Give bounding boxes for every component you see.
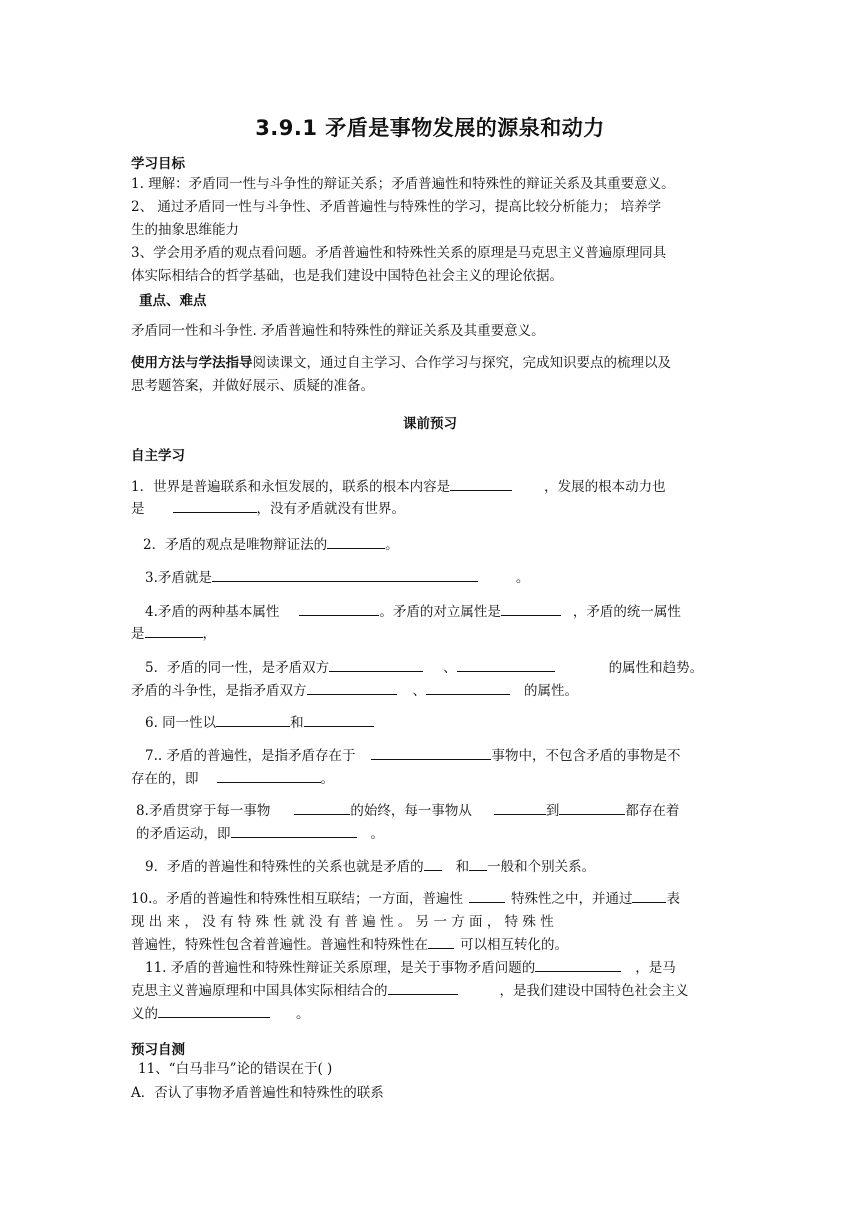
method-label: 使用方法与学法指导 <box>131 355 253 371</box>
q6-text-a: 6. 同一性以 <box>145 715 217 731</box>
q8-blank-4[interactable] <box>231 823 357 838</box>
question-10-line-3 <box>131 934 568 956</box>
q10-text-f: 可以相互转化的。 <box>460 937 568 953</box>
q4-text-c: ，矛盾的统一属性 <box>572 604 681 620</box>
q8-text-b: 的始终，每一事物从 <box>350 803 472 819</box>
q5-blank-4[interactable] <box>426 680 510 695</box>
key-points-heading: 重点、难点 <box>139 293 207 309</box>
question-6 <box>145 712 374 734</box>
q5-text-d: 矛盾的斗争性，是指矛盾双方 <box>131 683 307 699</box>
question-2 <box>143 534 399 556</box>
question-3 <box>145 567 529 589</box>
q4-text-d: 是 <box>131 626 145 642</box>
question-11-line-3 <box>131 1003 310 1025</box>
q1-text-b: ，发展的根本动力也 <box>544 479 666 495</box>
q8-text-f: 。 <box>370 826 384 842</box>
objective-line-1: 1. 理解：矛盾同一性与斗争性的辩证关系；矛盾普遍性和特殊性的辩证关系及其重要意义。 <box>131 176 675 192</box>
q1-blank-2[interactable] <box>173 498 257 513</box>
q8-blank-3[interactable] <box>559 800 625 815</box>
question-8-line-1 <box>136 800 679 822</box>
q9-text-b: 和 <box>455 859 470 875</box>
q6-text-b: 和 <box>290 715 304 731</box>
q7-text-b: 事物中，不包含矛盾的事物是不 <box>491 748 681 764</box>
q4-blank-1[interactable] <box>299 601 379 616</box>
key-points-text: 矛盾同一性和斗争性. 矛盾普遍性和特殊性的辩证关系及其重要意义。 <box>131 323 545 339</box>
q11-text-f: 。 <box>296 1006 310 1022</box>
method-text-1: 阅读课文，通过自主学习、合作学习与探究，完成知识要点的梳理以及 <box>252 355 671 371</box>
q1-blank-1[interactable] <box>450 476 512 491</box>
q5-blank-3[interactable] <box>307 680 397 695</box>
q7-blank-1[interactable] <box>371 745 491 760</box>
q8-text-a: 8.矛盾贯穿于每一事物 <box>136 803 271 819</box>
question-11-line-2 <box>131 980 689 1002</box>
q3-text-a: 3.矛盾就是 <box>145 570 212 586</box>
q1-text-a: 1．世界是普遍联系和永恒发展的，联系的根本内容是 <box>131 479 451 495</box>
q9-text-a: 9．矛盾的普遍性和特殊性的关系也就是矛盾的 <box>145 859 424 875</box>
page-title: 3.9.1 矛盾是事物发展的源泉和动力 <box>255 116 605 140</box>
q5-blank-2[interactable] <box>457 657 555 672</box>
q4-text-b: 。矛盾的对立属性是 <box>379 604 501 620</box>
preview-heading: 课前预习 <box>403 416 457 432</box>
question-4-line-2 <box>131 623 216 645</box>
q11-text-c: 克思主义普遍原理和中国具体实际相结合的 <box>131 983 388 999</box>
q7-text-c: 存在的，即 <box>131 771 199 787</box>
q8-text-d: 都存在着 <box>625 803 680 819</box>
question-8-line-2 <box>136 823 384 845</box>
q7-text-a: 7.. 矛盾的普遍性，是指矛盾存在于 <box>145 748 356 764</box>
q9-blank-2[interactable] <box>469 856 487 871</box>
q1-text-d: ，没有矛盾就没有世界。 <box>256 501 405 517</box>
q5-blank-1[interactable] <box>329 657 423 672</box>
objective-line-3: 生的抽象思维能力 <box>131 222 239 238</box>
q8-text-e: 的矛盾运动，即 <box>136 826 231 842</box>
self-study-heading: 自主学习 <box>131 448 185 464</box>
q6-blank-2[interactable] <box>304 712 374 727</box>
q4-text-a: 4.矛盾的两种基本属性 <box>145 604 280 620</box>
objective-line-4: 3、学会用矛盾的观点看问题。矛盾普遍性和特殊性关系的原理是马克思主义普遍原理同具 <box>131 245 667 261</box>
q6-blank-1[interactable] <box>216 712 290 727</box>
q2-blank[interactable] <box>327 534 385 549</box>
question-4-line-1 <box>145 601 681 623</box>
q11-blank-3[interactable] <box>158 1003 270 1018</box>
method-line-1 <box>131 352 671 374</box>
q10-blank-1[interactable] <box>469 888 505 903</box>
q4-blank-2[interactable] <box>501 601 561 616</box>
q10-blank-2[interactable] <box>632 888 666 903</box>
q9-text-c: 一般和个别关系。 <box>487 859 596 875</box>
objective-line-2: 2、 通过矛盾同一性与斗争性、矛盾普遍性与特殊性的学习，提高比较分析能力； 培养学 <box>131 199 662 215</box>
q10-text-a: 10.。矛盾的普遍性和特殊性相互联结；一方面，普遍性 <box>131 891 463 907</box>
q8-text-c: 到 <box>545 803 560 819</box>
q10-text-e: 普遍性，特殊性包含着普遍性。普遍性和特殊性在 <box>131 937 428 953</box>
question-10-line-2: 现 出 来 ， 没 有 特 殊 性 就 没 有 普 遍 性 。 另 一 方 面 ， 特 殊 性 <box>131 914 554 930</box>
q8-blank-1[interactable] <box>294 800 350 815</box>
q11-blank-2[interactable] <box>388 980 458 995</box>
method-line-2: 思考题答案，并做好展示、质疑的准备。 <box>131 378 374 394</box>
question-9 <box>145 856 595 878</box>
q11-blank-1[interactable] <box>535 957 621 972</box>
self-test-option-a[interactable]: A．否认了事物矛盾普遍性和特殊性的联系 <box>131 1085 384 1101</box>
q5-text-b: 、 <box>443 660 457 676</box>
q4-text-e: ， <box>202 626 216 642</box>
q3-blank[interactable] <box>212 567 478 582</box>
q9-blank-1[interactable] <box>424 856 442 871</box>
q7-blank-2[interactable] <box>217 768 321 783</box>
q5-text-e: 、 <box>412 683 426 699</box>
q5-text-c: 的属性和趋势。 <box>608 660 704 676</box>
q11-text-b: ，是马 <box>635 960 676 976</box>
q2-text-a: 2．矛盾的观点是唯物辩证法的 <box>143 537 328 553</box>
q5-text-a: 5．矛盾的同一性，是矛盾双方 <box>145 660 330 676</box>
question-5-line-1 <box>145 657 703 679</box>
q3-text-b: 。 <box>515 570 530 586</box>
q10-text-b: 特殊性之中，并通过 <box>510 891 633 907</box>
q1-text-c: 是 <box>131 501 145 517</box>
q11-text-d: ，是我们建设中国特色社会主义 <box>499 983 689 999</box>
question-11-line-1 <box>145 957 676 979</box>
q11-text-e: 义的 <box>131 1006 158 1022</box>
question-1-line-1 <box>131 476 666 498</box>
objective-line-5: 体实际相结合的哲学基础，也是我们建设中国特色社会主义的理论依据。 <box>131 268 563 284</box>
question-10-line-1 <box>131 888 680 910</box>
objectives-heading: 学习目标 <box>131 156 185 172</box>
q2-text-b: 。 <box>385 537 399 553</box>
question-7-line-1 <box>145 745 680 767</box>
question-7-line-2 <box>131 768 334 790</box>
q10-blank-3[interactable] <box>428 934 454 949</box>
q11-text-a: 11. 矛盾的普遍性和特殊性辩证关系原理，是关于事物矛盾问题的 <box>145 960 536 976</box>
question-1-line-2 <box>131 498 405 520</box>
self-test-question: 11、“白马非马”论的错误在于( ) <box>138 1061 333 1077</box>
question-5-line-2 <box>131 680 578 702</box>
q8-blank-2[interactable] <box>494 800 546 815</box>
q5-text-f: 的属性。 <box>524 683 578 699</box>
self-test-heading: 预习自测 <box>131 1042 185 1058</box>
q7-text-d: 。 <box>320 771 334 787</box>
q4-blank-3[interactable] <box>145 623 203 638</box>
q10-text-c: 表 <box>666 891 680 907</box>
